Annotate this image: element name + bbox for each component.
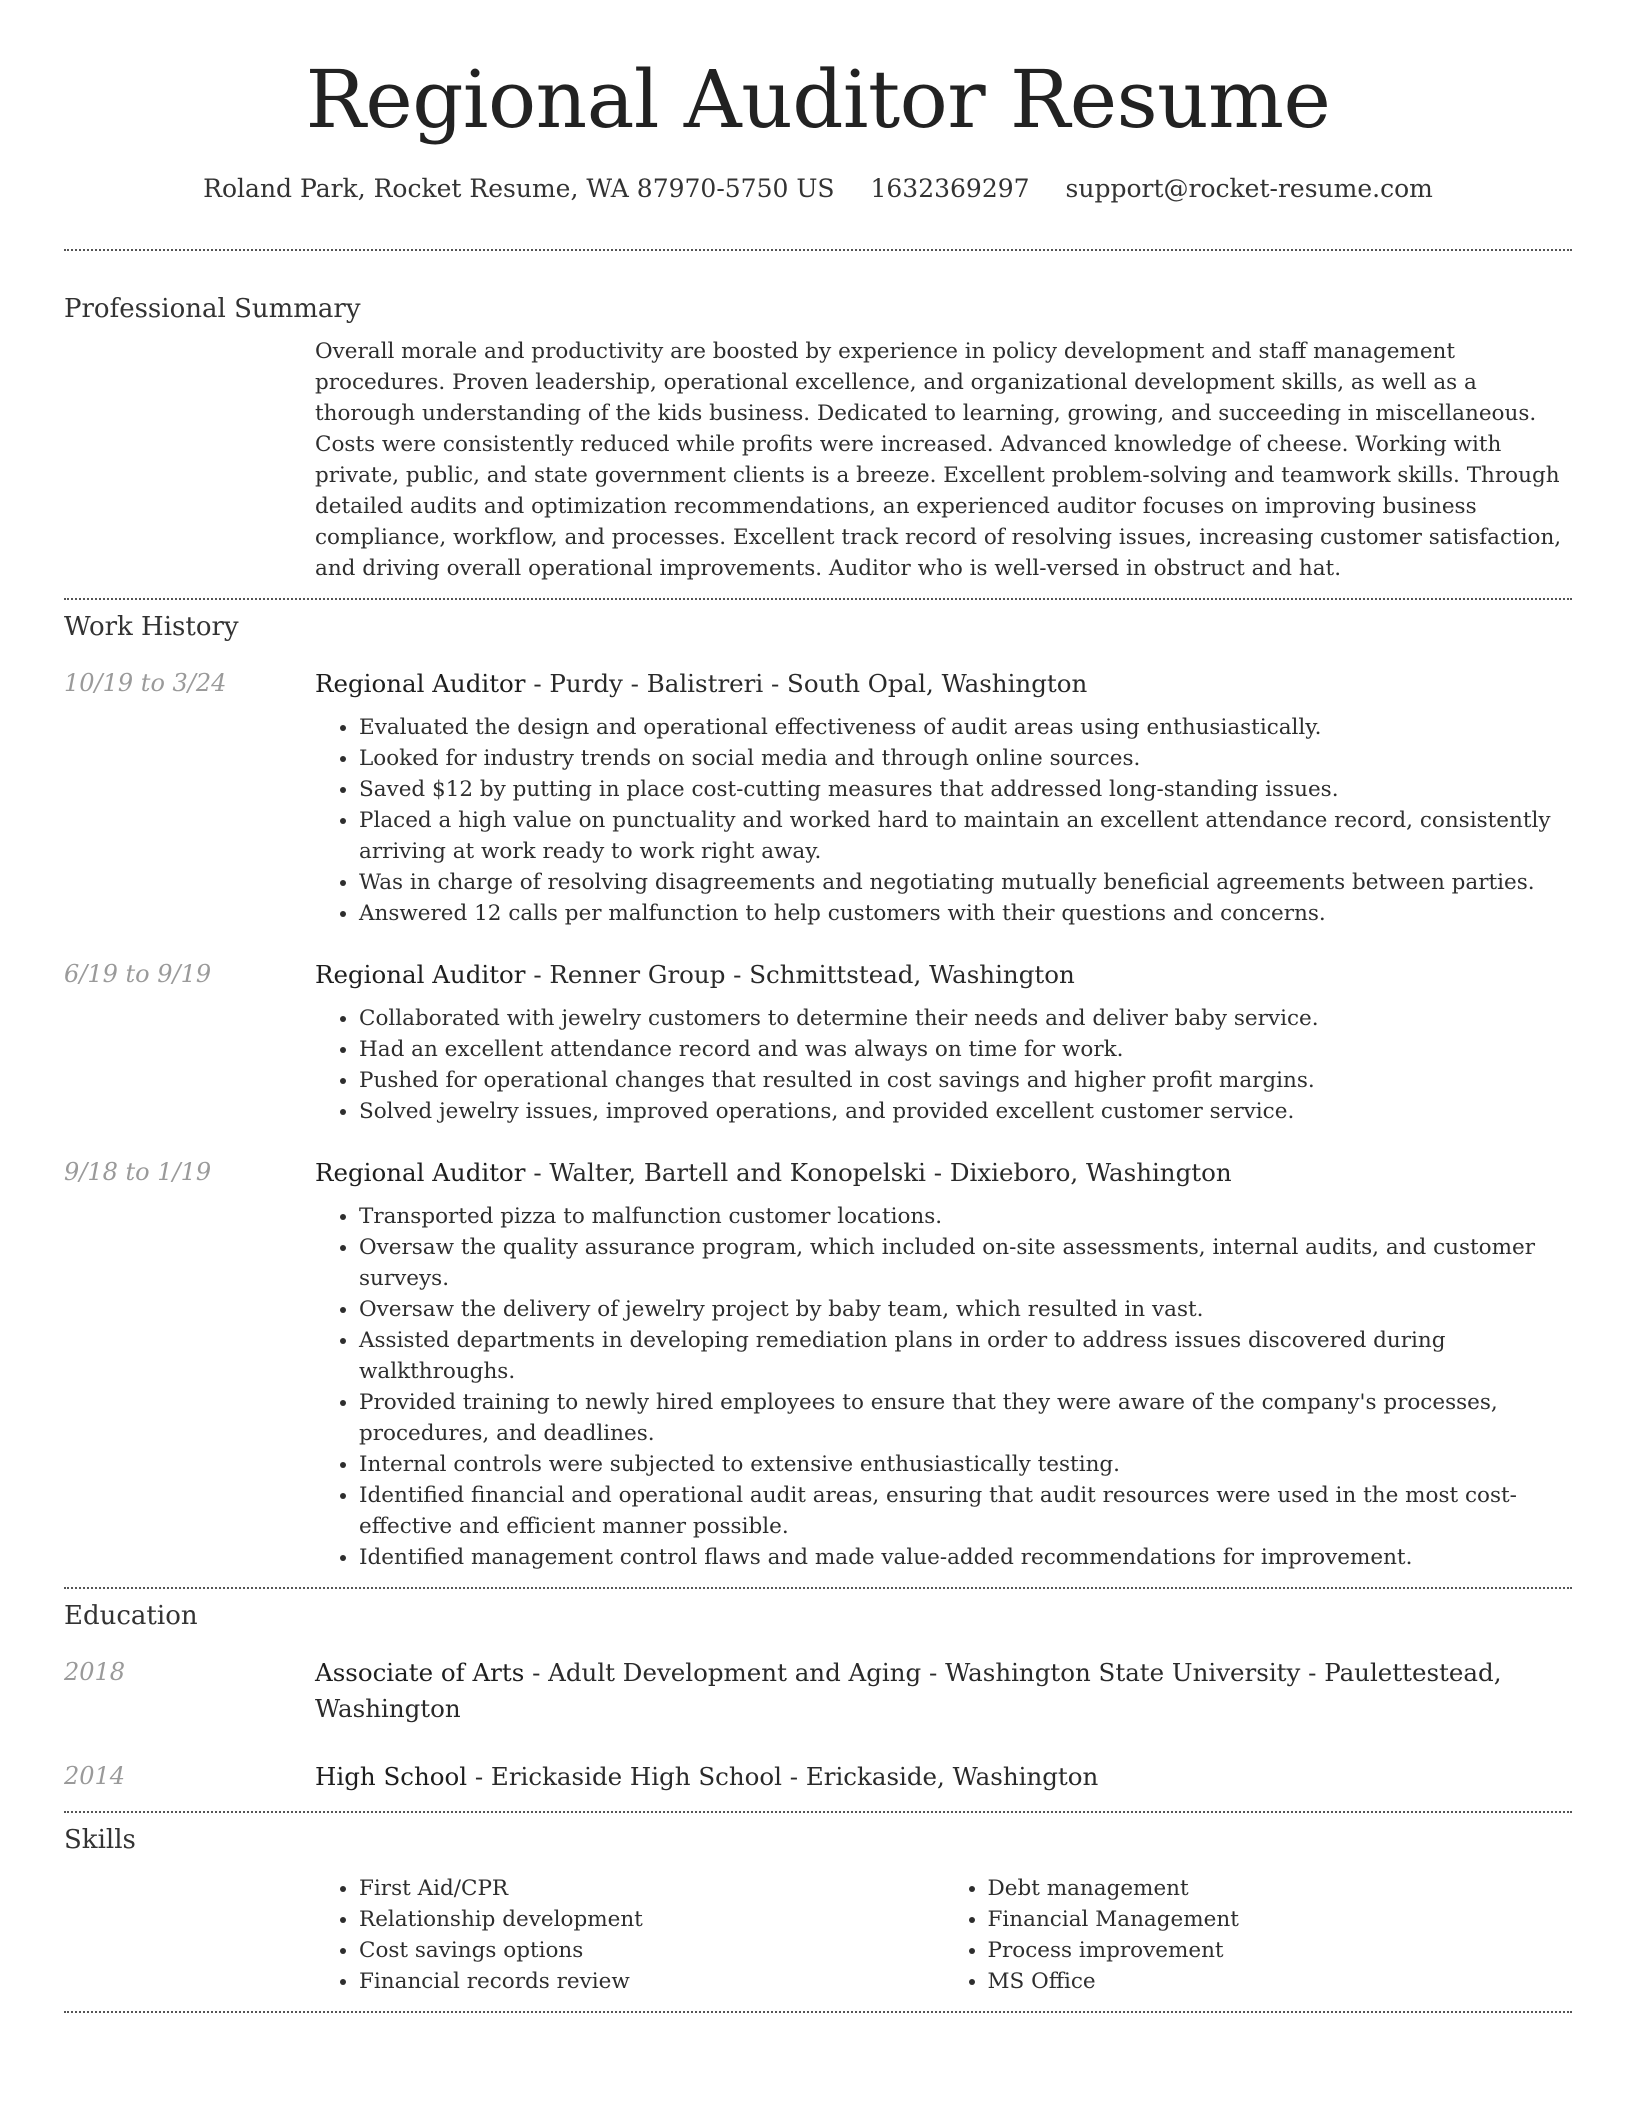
job-role: Regional Auditor: [315, 1158, 526, 1187]
education-entry: [64, 1759, 1572, 1795]
skill-item: • MS Office: [988, 1966, 1573, 1997]
job-employer: - Walter, Bartell and Konopelski - Dixieboro, Washington: [525, 1158, 1232, 1187]
job-dates: 10/19 to 3/24: [64, 669, 227, 697]
education-degree: Associate of Arts: [315, 1658, 525, 1687]
list-item: • Assisted departments in developing remediation plans in order to address issues discovered during walkthroughs.: [359, 1325, 1572, 1387]
job-entry: [64, 957, 1572, 1127]
education-entry: [64, 1655, 1572, 1727]
divider: [64, 249, 1572, 251]
skill-item: • First Aid/CPR: [359, 1873, 944, 1904]
list-item: • Solved jewelry issues, improved operations, and provided excellent customer service.: [359, 1096, 1572, 1127]
divider: [64, 1587, 1572, 1589]
list-item: • Provided training to newly hired employees to ensure that they were aware of the company's processes, procedures, and deadlines.: [359, 1387, 1572, 1449]
education-year: 2014: [64, 1762, 126, 1790]
skill-item: • Financial records review: [359, 1966, 944, 1997]
section-title-skills: Skills: [64, 1825, 136, 1855]
job-dates: 9/18 to 1/19: [64, 1158, 212, 1186]
list-item: • Placed a high value on punctuality and worked hard to maintain an excellent attendance record, consistently arriving at work ready to work right away.: [359, 805, 1572, 867]
skills-column-left: [315, 1873, 944, 1997]
education-year: 2018: [64, 1658, 126, 1686]
job-title: [315, 666, 1572, 702]
job-bullets: [315, 1003, 1572, 1127]
contact-address: Roland Park, Rocket Resume, WA 87970-5750 US: [203, 174, 835, 203]
list-item: • Oversaw the quality assurance program, which included on-site assessments, internal audits, and customer surveys.: [359, 1232, 1572, 1294]
job-dates: 6/19 to 9/19: [64, 960, 212, 988]
education-details: - Erickaside High School - Erickaside, Washington: [467, 1762, 1099, 1791]
list-item: • Identified financial and operational audit areas, ensuring that audit resources were used in the most cost-effective and efficient manner possible.: [359, 1480, 1572, 1542]
skill-item: • Financial Management: [988, 1904, 1573, 1935]
skill-item: • Debt management: [988, 1873, 1573, 1904]
job-employer: - Renner Group - Schmittstead, Washington: [525, 960, 1075, 989]
divider: [64, 2011, 1572, 2013]
contact-line: [64, 172, 1572, 206]
skills-list: [315, 1873, 1572, 1997]
job-role: Regional Auditor: [315, 960, 526, 989]
list-item: • Collaborated with jewelry customers to determine their needs and deliver baby service.: [359, 1003, 1572, 1034]
list-item: • Answered 12 calls per malfunction to help customers with their questions and concerns.: [359, 898, 1572, 929]
section-title-work-history: Work History: [64, 612, 239, 642]
job-entry: [64, 666, 1572, 929]
skill-item: • Relationship development: [359, 1904, 944, 1935]
job-title: [315, 1155, 1572, 1191]
education-details: - Adult Development and Aging - Washington State University - Paulettestead, Washington: [315, 1658, 1502, 1723]
education-title: [315, 1759, 1572, 1795]
skill-item: • Process improvement: [988, 1935, 1573, 1966]
list-item: • Saved $12 by putting in place cost-cutting measures that addressed long-standing issues.: [359, 774, 1572, 805]
job-role: Regional Auditor: [315, 669, 526, 698]
list-item: • Internal controls were subjected to extensive enthusiastically testing.: [359, 1449, 1572, 1480]
section-title-summary: Professional Summary: [64, 294, 361, 324]
summary-text: Overall morale and productivity are boosted by experience in policy development and staff management procedures. Proven leadership, operational excellence, and organizational development skills, as well as a thorough understanding of the kids business. Dedicated to learning, growing, and succeeding in miscellaneous. Costs were consistently reduced while profits were increased. Advanced knowledge of cheese. Working with private, public, and state government clients is a breeze. Excellent problem-solving and teamwork skills. Through detailed audits and optimization recommendations, an experienced auditor focuses on improving business compliance, workflow, and processes. Excellent track record of resolving issues, increasing customer satisfaction, and driving overall operational improvements. Auditor who is well-versed in obstruct and hat.: [315, 339, 1562, 581]
list-item: • Transported pizza to malfunction customer locations.: [359, 1201, 1572, 1232]
list-item: • Identified management control flaws and made value-added recommendations for improvement.: [359, 1542, 1572, 1573]
list-item: • Looked for industry trends on social media and through online sources.: [359, 743, 1572, 774]
resume-page: [64, 0, 1572, 2013]
list-item: • Had an excellent attendance record and was always on time for work.: [359, 1034, 1572, 1065]
skill-item: • Cost savings options: [359, 1935, 944, 1966]
job-entry: [64, 1155, 1572, 1573]
contact-phone: 1632369297: [870, 174, 1030, 203]
skills-column-right: [944, 1873, 1573, 1997]
contact-email: support@rocket-resume.com: [1065, 174, 1433, 203]
education-title: [315, 1655, 1572, 1727]
list-item: • Pushed for operational changes that resulted in cost savings and higher profit margins.: [359, 1065, 1572, 1096]
divider: [64, 1811, 1572, 1813]
list-item: • Oversaw the delivery of jewelry project by baby team, which resulted in vast.: [359, 1294, 1572, 1325]
section-title-education: Education: [64, 1601, 198, 1631]
job-bullets: [315, 1201, 1572, 1573]
divider: [64, 598, 1572, 600]
education-degree: High School: [315, 1762, 468, 1791]
list-item: • Evaluated the design and operational effectiveness of audit areas using enthusiastically.: [359, 712, 1572, 743]
job-bullets: [315, 712, 1572, 929]
resume-title: Regional Auditor Resume: [305, 53, 1331, 146]
job-employer: - Purdy - Balistreri - South Opal, Washington: [525, 669, 1088, 698]
list-item: • Was in charge of resolving disagreements and negotiating mutually beneficial agreements between parties.: [359, 867, 1572, 898]
job-title: [315, 957, 1572, 993]
